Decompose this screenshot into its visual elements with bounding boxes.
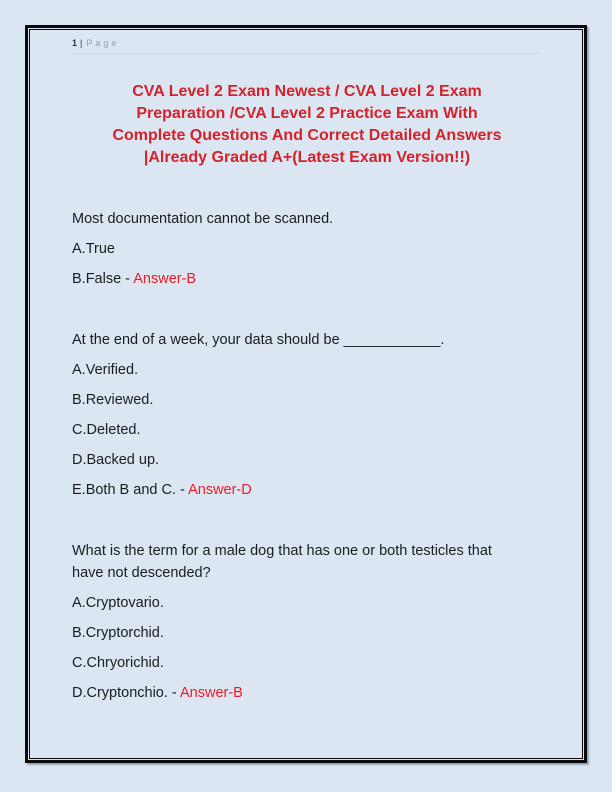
title-line: |Already Graded A+(Latest Exam Version!!) [143, 149, 471, 166]
page-label: Page [86, 38, 120, 48]
option [72, 592, 527, 614]
option-text: A.Cryptovario. [72, 595, 164, 611]
option [72, 449, 527, 471]
option-text: B.Cryptorchid. [72, 625, 164, 641]
question-text: Most documentation cannot be scanned. [72, 211, 334, 227]
option [72, 652, 527, 674]
header-rule [72, 53, 540, 54]
question-text: What is the term for a male dog that has one or both testicles that have not descended? [72, 543, 492, 581]
page-header [72, 37, 542, 49]
title-line: Complete Questions And Correct Detailed Answers [112, 127, 502, 144]
option-text: D.Backed up. [72, 452, 160, 468]
option [72, 479, 527, 501]
answer-label: Answer-D [188, 482, 252, 498]
option [72, 238, 527, 260]
option [72, 359, 527, 381]
option [72, 622, 527, 644]
option [72, 389, 527, 411]
question-block-1 [72, 208, 542, 290]
option-text: E.Both B and C. - [72, 482, 189, 498]
option-text: C.Chryorichid. [72, 655, 164, 671]
option-text: B.False - [72, 271, 134, 287]
question-text: At the end of a week, your data should be ____________. [72, 332, 445, 348]
document-title [72, 81, 542, 169]
header-separator: | [80, 38, 83, 48]
page [29, 29, 583, 759]
answer-label: Answer-B [133, 271, 197, 287]
option-text: D.Cryptonchio. - [72, 685, 180, 701]
option [72, 419, 527, 441]
answer-label: Answer-B [180, 685, 243, 701]
option-text: C.Deleted. [72, 422, 141, 438]
option-text: A.True [72, 241, 115, 257]
title-line: CVA Level 2 Exam Newest / CVA Level 2 Exam [132, 83, 482, 100]
page-border-frame [25, 25, 587, 763]
question-block-3 [72, 540, 542, 704]
option [72, 682, 527, 704]
option-text: A.Verified. [72, 362, 139, 378]
page-number: 1 [72, 38, 78, 48]
question-block-2 [72, 329, 542, 501]
title-line: Preparation /CVA Level 2 Practice Exam With [136, 105, 478, 122]
option [72, 268, 527, 290]
option-text: B.Reviewed. [72, 392, 154, 408]
